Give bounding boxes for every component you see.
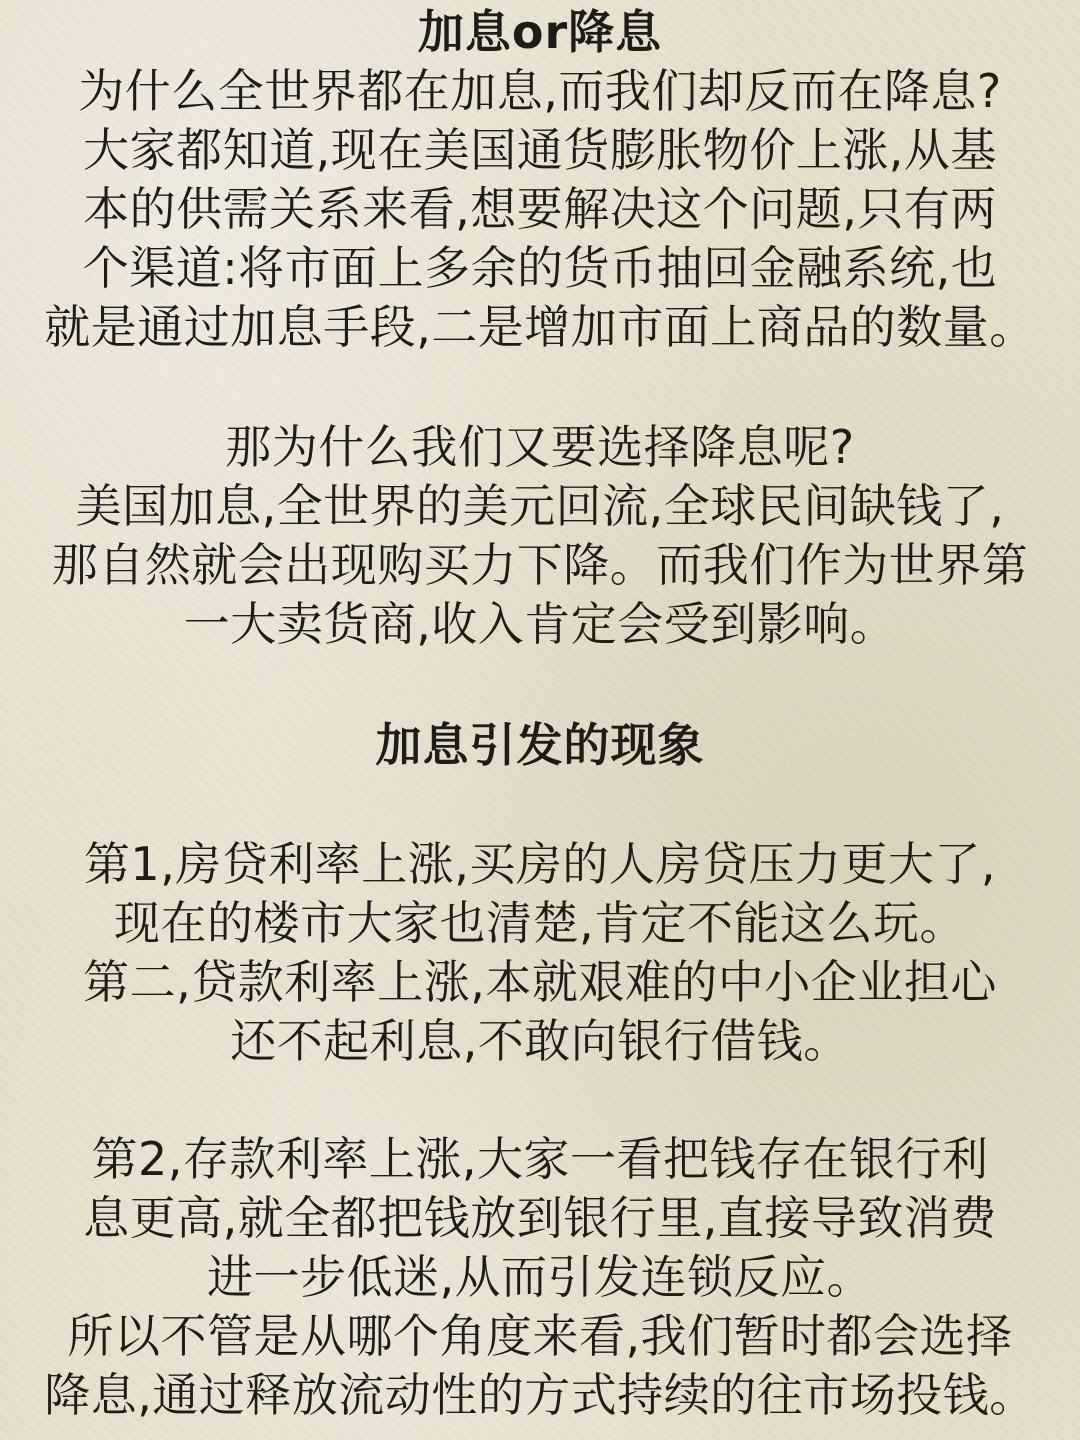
text-line: 息更高,就全都把钱放到银行里,直接导致消费 [83, 1191, 997, 1245]
text-line: 为什么全世界都在加息,而我们却反而在降息? [78, 64, 1002, 118]
section-title-text: 加息引发的现象 [375, 718, 705, 772]
text-line: 那自然就会出现购买力下降。而我们作为世界第 [51, 538, 1029, 592]
text-line: 第二,贷款利率上涨,本就艰难的中小企业担心 [83, 955, 997, 1009]
text-line: 现在的楼市大家也清楚,肯定不能这么玩。 [113, 896, 967, 950]
section-title [0, 715, 1080, 775]
text-line: 第1,房贷利率上涨,买房的人房贷压力更大了, [83, 837, 997, 891]
text-line: 就是通过加息手段,二是增加市面上商品的数量。 [44, 300, 1036, 354]
text-line: 美国加息,全世界的美元回流,全球民间缺钱了, [75, 479, 1005, 533]
text-line: 第2,存款利率上涨,大家一看把钱存在银行利 [91, 1132, 989, 1186]
text-line: 所以不管是从哪个角度来看,我们暂时都会选择 [67, 1309, 1013, 1363]
text-line: 还不起利息,不敢向银行借钱。 [230, 1014, 850, 1068]
text-line: 降息,通过释放流动性的方式持续的往市场投钱。 [44, 1368, 1036, 1422]
text-line: 大家都知道,现在美国通货膨胀物价上涨,从基 [83, 123, 997, 177]
text-line: 本的供需关系来看,想要解决这个问题,只有两 [83, 182, 997, 236]
point-one-paragraph [0, 835, 1080, 1071]
intro-paragraph [0, 62, 1080, 357]
page-title [0, 2, 1080, 62]
text-line: 那为什么我们又要选择降息呢? [225, 420, 855, 474]
title-text: 加息or降息 [417, 5, 663, 59]
why-paragraph [0, 418, 1080, 654]
text-line: 进一步低迷,从而引发连锁反应。 [206, 1250, 874, 1304]
text-line: 一大卖货商,收入肯定会受到影响。 [183, 597, 897, 651]
point-two-paragraph [0, 1130, 1080, 1425]
text-line: 个渠道:将市面上多余的货币抽回金融系统,也 [82, 241, 998, 295]
